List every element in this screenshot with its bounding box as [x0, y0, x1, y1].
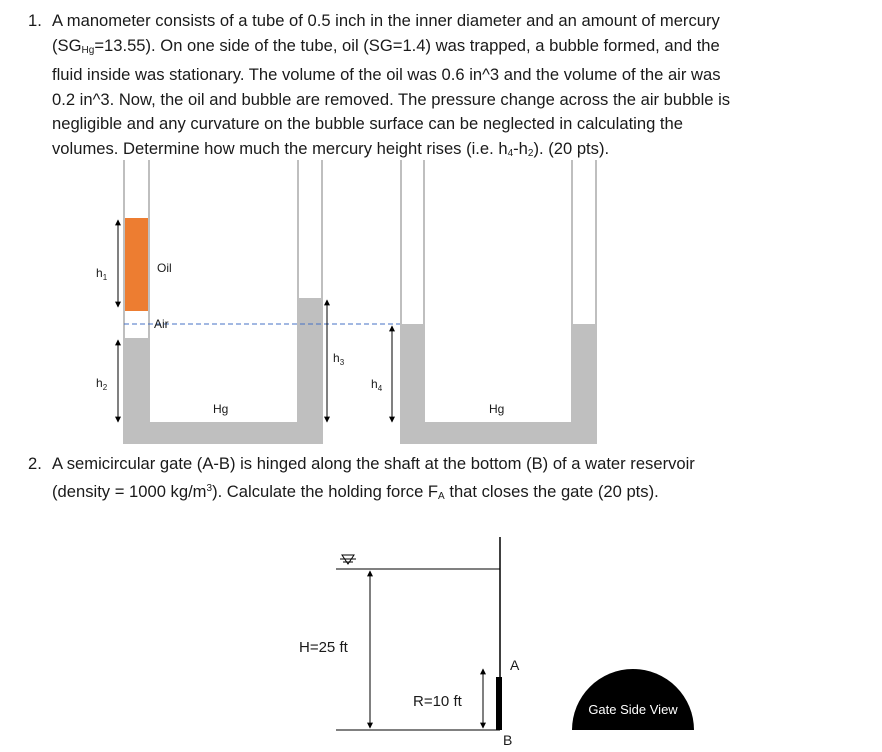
manometer-after: [371, 160, 596, 444]
h1-label: $h_1$: [96, 266, 108, 282]
line-6-start: volumes. Determine how much the mercury height rises (i.e. h: [52, 138, 508, 158]
problem-1-line-2-rest: On one side of the tube, oil (SG=1.4) was trapped, a bubble formed, and the: [160, 35, 720, 55]
air-bubble: [125, 312, 148, 338]
problem-1-line-4: 0.2 in^3. Now, the oil and bubble are removed. The pressure change across the air bubble is: [52, 89, 731, 109]
h2-label: $h_2$: [96, 376, 108, 392]
sg-subscript: Hg: [81, 44, 95, 56]
gate-side-view-label: Gate Side View: [588, 702, 678, 717]
hg-right-label: Hg: [489, 402, 505, 416]
problem-1-line-3: fluid inside was stationary. The volume of the oil was 0.6 in^3 and the volume of the air was: [52, 65, 721, 85]
point-b-label: B: [503, 732, 513, 748]
r-label: R=10 ft: [413, 693, 462, 710]
force-tail: that closes the gate (20 pts).: [444, 481, 659, 501]
gate-side-view-shape: [572, 669, 694, 730]
h3-label: $h_3$: [333, 351, 345, 367]
h-label: H=25 ft: [299, 639, 348, 656]
h4-label: $h_4$: [371, 377, 383, 393]
problem-1-line-5: negligible and any curvature on the bubble surface can be neglected in calculating the: [52, 114, 683, 134]
h4-subscript: 4: [507, 147, 514, 159]
hg-left-label: Hg: [213, 402, 229, 416]
h2-subscript: 2: [527, 147, 534, 159]
mercury-fill-right: [401, 324, 596, 444]
cubic-superscript: 3: [206, 482, 213, 494]
manometer-before: [96, 160, 400, 444]
problem-2-number: 2.: [28, 454, 42, 473]
sg-suffix: =13.55).: [94, 35, 156, 55]
reservoir-figure: [299, 537, 694, 748]
free-surface-icon: [340, 555, 356, 564]
air-label: Air: [154, 317, 169, 331]
oil-column: [125, 218, 148, 311]
problem-1-line-1: A manometer consists of a tube of 0.5 inch in the inner diameter and an amount of mercury: [52, 11, 720, 30]
problem-2-line-1: A semicircular gate (A-B) is hinged along the shaft at the bottom (B) of a water reservoir: [52, 454, 695, 473]
problem-1-number: 1.: [28, 11, 42, 30]
density-text: (density = 1000 kg/m: [52, 481, 207, 501]
sg-prefix: (SG: [52, 35, 82, 55]
oil-label: Oil: [157, 261, 172, 275]
force-subscript: A: [438, 490, 445, 502]
dash-h: -h: [513, 138, 528, 158]
force-text: ). Calculate the holding force F: [212, 481, 439, 501]
gate-plate: [496, 677, 502, 730]
point-a-label: A: [510, 657, 520, 673]
line-6-tail: ). (20 pts).: [533, 138, 610, 158]
